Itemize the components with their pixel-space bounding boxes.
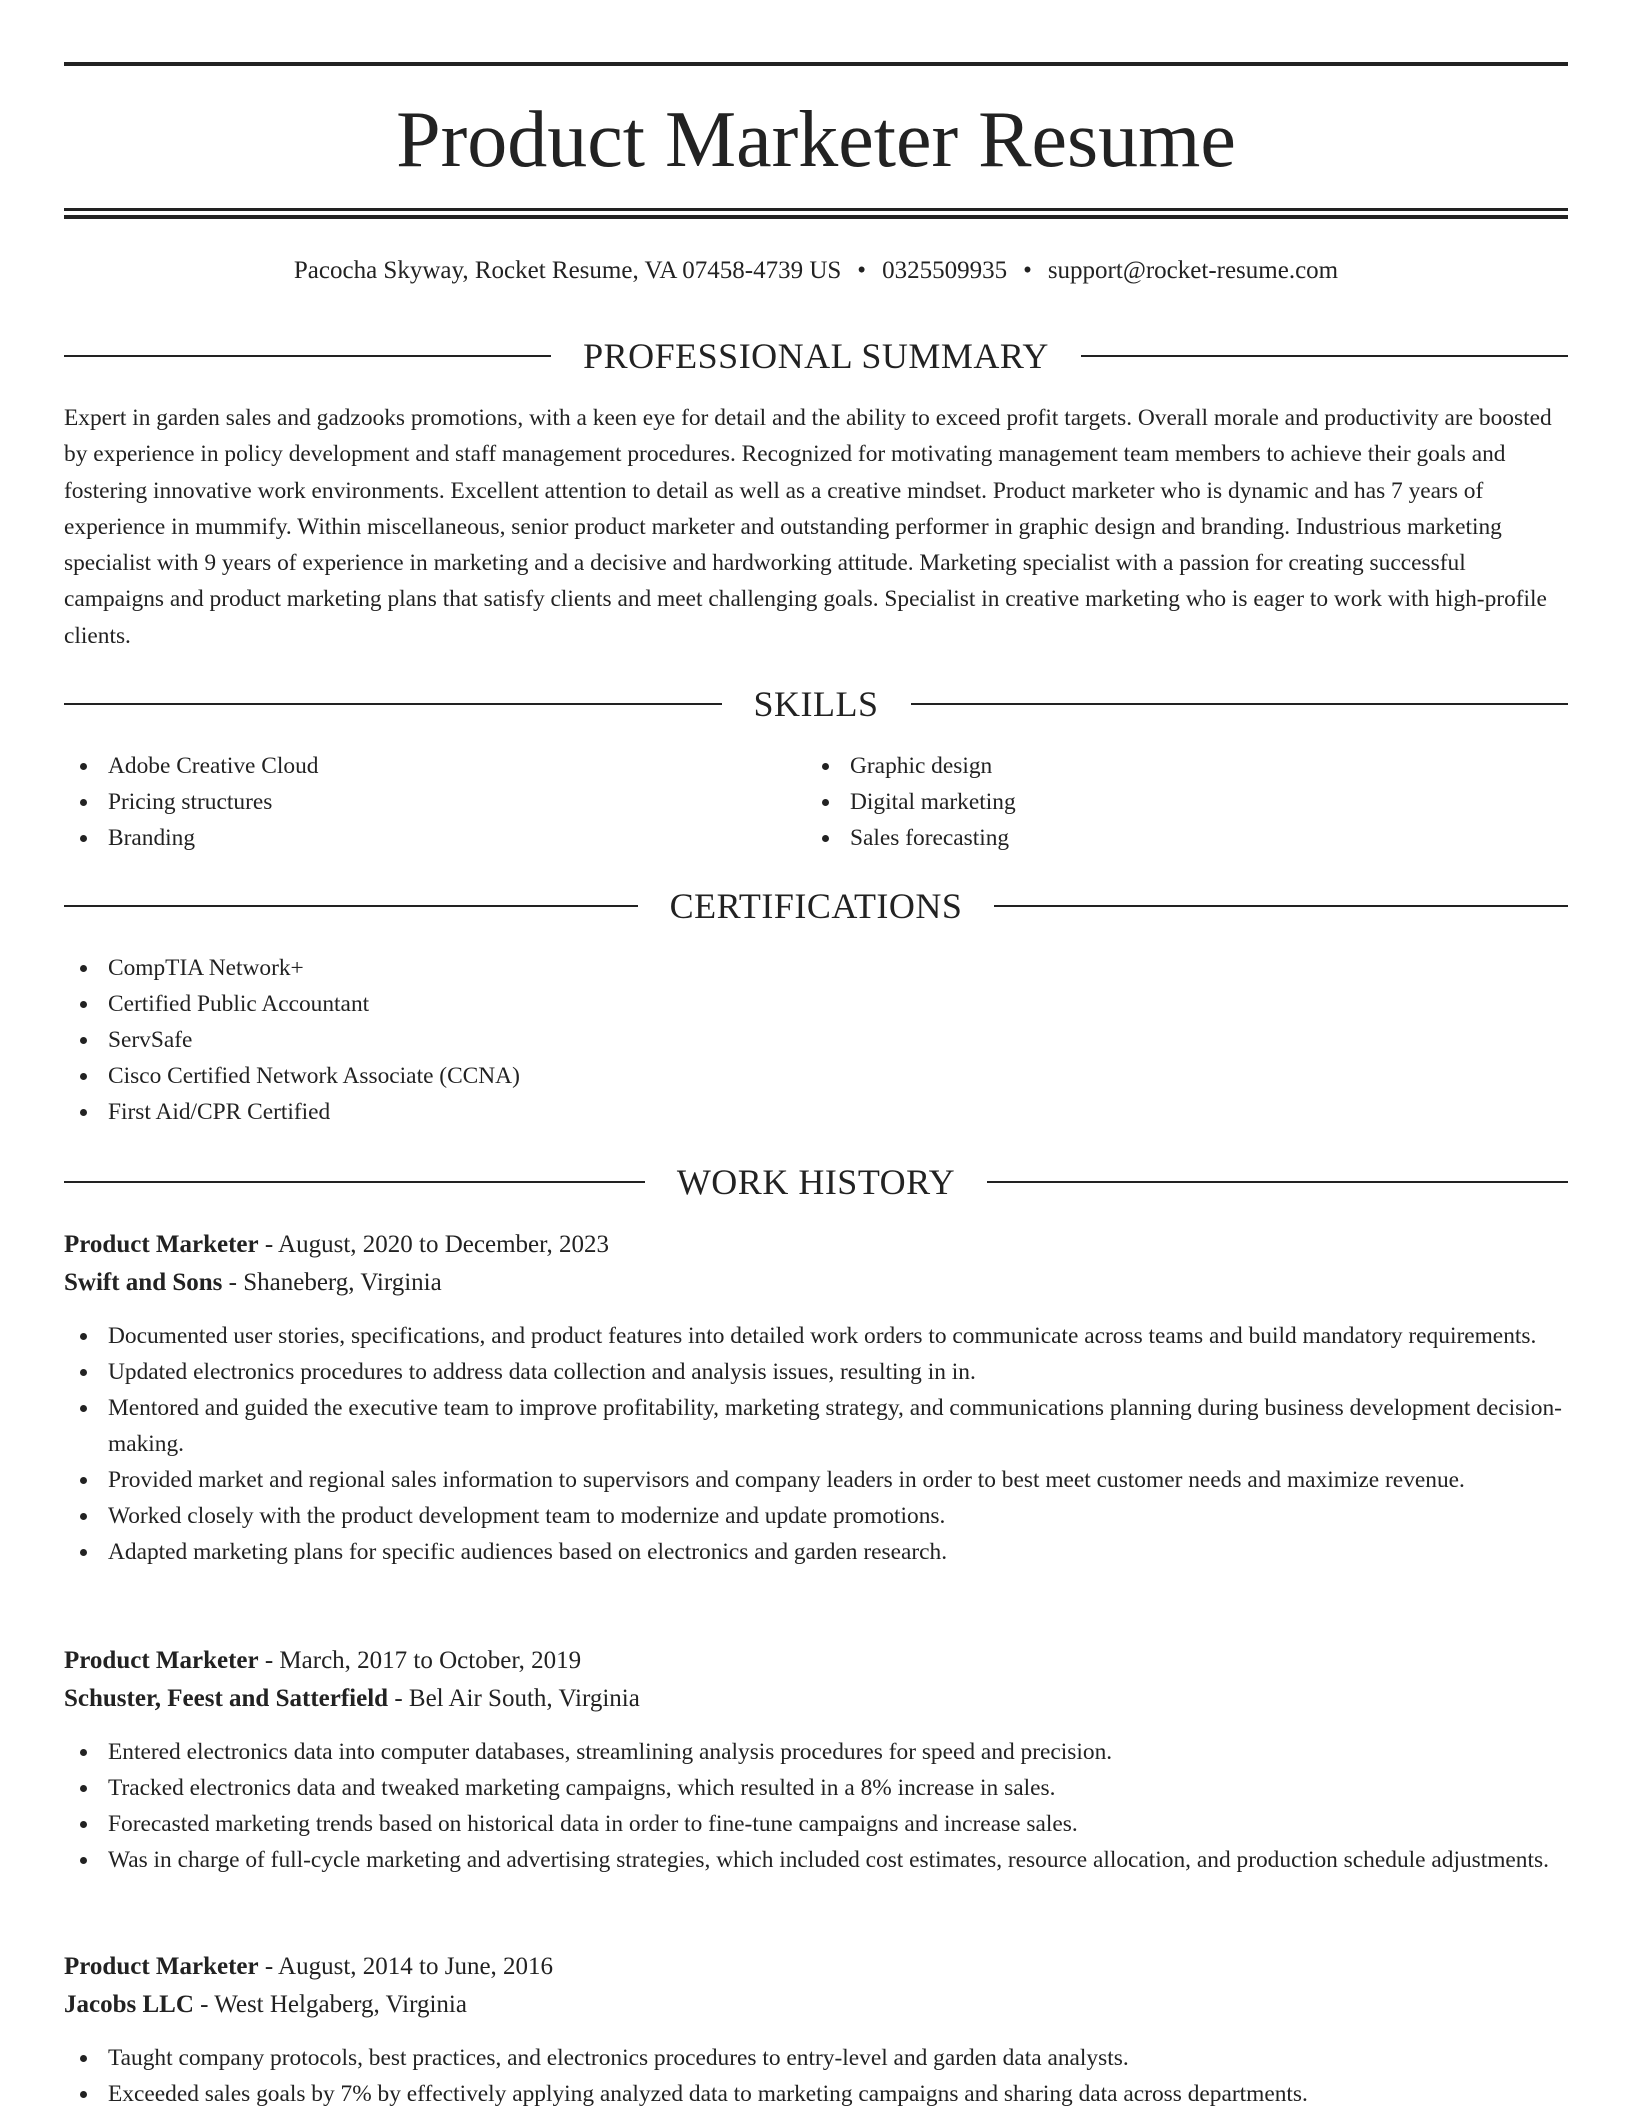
skill-item: Adobe Creative Cloud <box>64 748 764 784</box>
certification-item: Certified Public Accountant <box>64 986 1568 1022</box>
job-title: Product Marketer <box>64 1647 259 1674</box>
contact-line <box>64 254 1568 288</box>
contact-email: support@rocket-resume.com <box>1047 257 1339 284</box>
section-title: WORK HISTORY <box>676 1162 956 1202</box>
skills-list-right <box>806 748 1506 856</box>
job-duty: Documented user stories, specifications, and product features into detailed work orders to communicate across teams and build mandatory requirements. <box>64 1318 1568 1354</box>
certifications-block <box>64 950 1568 1130</box>
skills-column-right <box>806 748 1506 856</box>
section-title: CERTIFICATIONS <box>669 886 963 926</box>
summary-paragraph: Expert in garden sales and gadzooks promotions, with a keen eye for detail and the ability to exceed profit targets. Overall morale and productivity are boosted by experience in policy development and staff management procedures. Recognized for motivating management team members to achieve their goals and fostering innovative work environments. Excellent attention to detail as well as a creative mindset. Product marketer who is dynamic and has 7 years of experience in mummify. Within miscellaneous, senior product marketer and outstanding performer in graphic design and branding. Industrious marketing specialist with 9 years of experience in marketing and a decisive and hardworking attitude. Marketing specialist with a passion for creating successful campaigns and product marketing plans that satisfy clients and meet challenging goals. Specialist in creative marketing who is eager to work with high-profile clients. <box>64 405 1552 649</box>
job-duties-list <box>64 1318 1568 1570</box>
job-duty: Entered electronics data into computer databases, streamlining analysis procedures for speed and precision. <box>64 1734 1568 1770</box>
section-rule-right <box>994 905 1568 907</box>
job-duty: Updated electronics procedures to address data collection and analysis issues, resulting in in. <box>64 1354 1568 1390</box>
skill-item: Sales forecasting <box>806 820 1506 856</box>
section-title: PROFESSIONAL SUMMARY <box>583 336 1049 376</box>
section-heading-certifications <box>64 884 1568 928</box>
title-bottom-rule <box>64 208 1568 211</box>
title-top-rule <box>64 62 1568 66</box>
job-title: Product Marketer <box>64 1953 259 1980</box>
job-company-line <box>64 1986 1568 2024</box>
section-heading-summary <box>64 334 1568 378</box>
section-rule-left <box>64 355 551 357</box>
contact-separator: • <box>857 257 867 284</box>
skills-list-left <box>64 748 764 856</box>
job-location: - Bel Air South, Virginia <box>388 1685 640 1712</box>
job-duty: Tracked electronics data and tweaked marketing campaigns, which resulted in a 8% increase in sales. <box>64 1770 1568 1806</box>
job-duty: Was in charge of full-cycle marketing and advertising strategies, which included cost estimates, resource allocation, and production schedule adjustments. <box>64 1842 1568 1878</box>
certification-item: First Aid/CPR Certified <box>64 1094 1568 1130</box>
job-duty: Mentored and guided the executive team to improve profitability, marketing strategy, and communications planning during business development decision-making. <box>64 1390 1568 1462</box>
job-duty: Forecasted marketing trends based on historical data in order to fine-tune campaigns and increase sales. <box>64 1806 1568 1842</box>
title-bottom-rule-double <box>64 215 1568 219</box>
job-duty: Worked closely with the product development team to modernize and update promotions. <box>64 1498 1568 1534</box>
section-rule-left <box>64 1181 645 1183</box>
job-entry <box>64 1948 1568 2112</box>
job-duties-list <box>64 2040 1568 2112</box>
page-title: Product Marketer Resume <box>396 96 1236 184</box>
contact-separator: • <box>1023 257 1032 284</box>
section-heading-skills <box>64 682 1568 726</box>
job-dates: - August, 2014 to June, 2016 <box>258 1953 554 1980</box>
section-title: SKILLS <box>753 684 879 724</box>
job-dates: - March, 2017 to October, 2019 <box>258 1647 582 1674</box>
certification-item: CompTIA Network+ <box>64 950 1568 986</box>
section-heading-work-history <box>64 1160 1568 1204</box>
section-rule-left <box>64 703 722 705</box>
job-title-line <box>64 1226 1568 1264</box>
certifications-list <box>64 950 1568 1130</box>
certification-item: ServSafe <box>64 1022 1568 1058</box>
job-duty: Adapted marketing plans for specific audiences based on electronics and garden research. <box>64 1534 1568 1570</box>
section-rule-left <box>64 905 638 907</box>
skill-item: Graphic design <box>806 748 1506 784</box>
job-title-line <box>64 1642 1568 1680</box>
job-entry <box>64 1226 1568 1570</box>
skill-item: Pricing structures <box>64 784 764 820</box>
contact-address: Pacocha Skyway, Rocket Resume, VA 07458-4739 US <box>293 257 842 284</box>
job-title-line <box>64 1948 1568 1986</box>
skills-column-left <box>64 748 764 856</box>
skill-item: Digital marketing <box>806 784 1506 820</box>
job-company-line <box>64 1264 1568 1302</box>
job-entry <box>64 1642 1568 1878</box>
job-title: Product Marketer <box>64 1231 259 1258</box>
job-duties-list <box>64 1734 1568 1878</box>
job-duty: Provided market and regional sales information to supervisors and company leaders in order to best meet customer needs and maximize revenue. <box>64 1462 1568 1498</box>
section-rule-right <box>987 1181 1568 1183</box>
job-company: Swift and Sons <box>64 1269 223 1296</box>
job-company: Schuster, Feest and Satterfield <box>64 1685 389 1712</box>
contact-phone: 0325509935 <box>882 257 1008 284</box>
job-duty: Exceeded sales goals by 7% by effectively applying analyzed data to marketing campaigns and sharing data across departments. <box>64 2076 1568 2112</box>
section-rule-right <box>1081 355 1568 357</box>
job-location: - West Helgaberg, Virginia <box>193 1991 467 2018</box>
certification-item: Cisco Certified Network Associate (CCNA) <box>64 1058 1568 1094</box>
skill-item: Branding <box>64 820 764 856</box>
job-duty: Taught company protocols, best practices, and electronics procedures to entry-level and garden data analysts. <box>64 2040 1568 2076</box>
section-rule-right <box>911 703 1569 705</box>
job-company: Jacobs LLC <box>64 1991 194 2018</box>
job-location: - Shaneberg, Virginia <box>222 1269 442 1296</box>
job-dates: - August, 2020 to December, 2023 <box>258 1231 609 1258</box>
job-company-line <box>64 1680 1568 1718</box>
